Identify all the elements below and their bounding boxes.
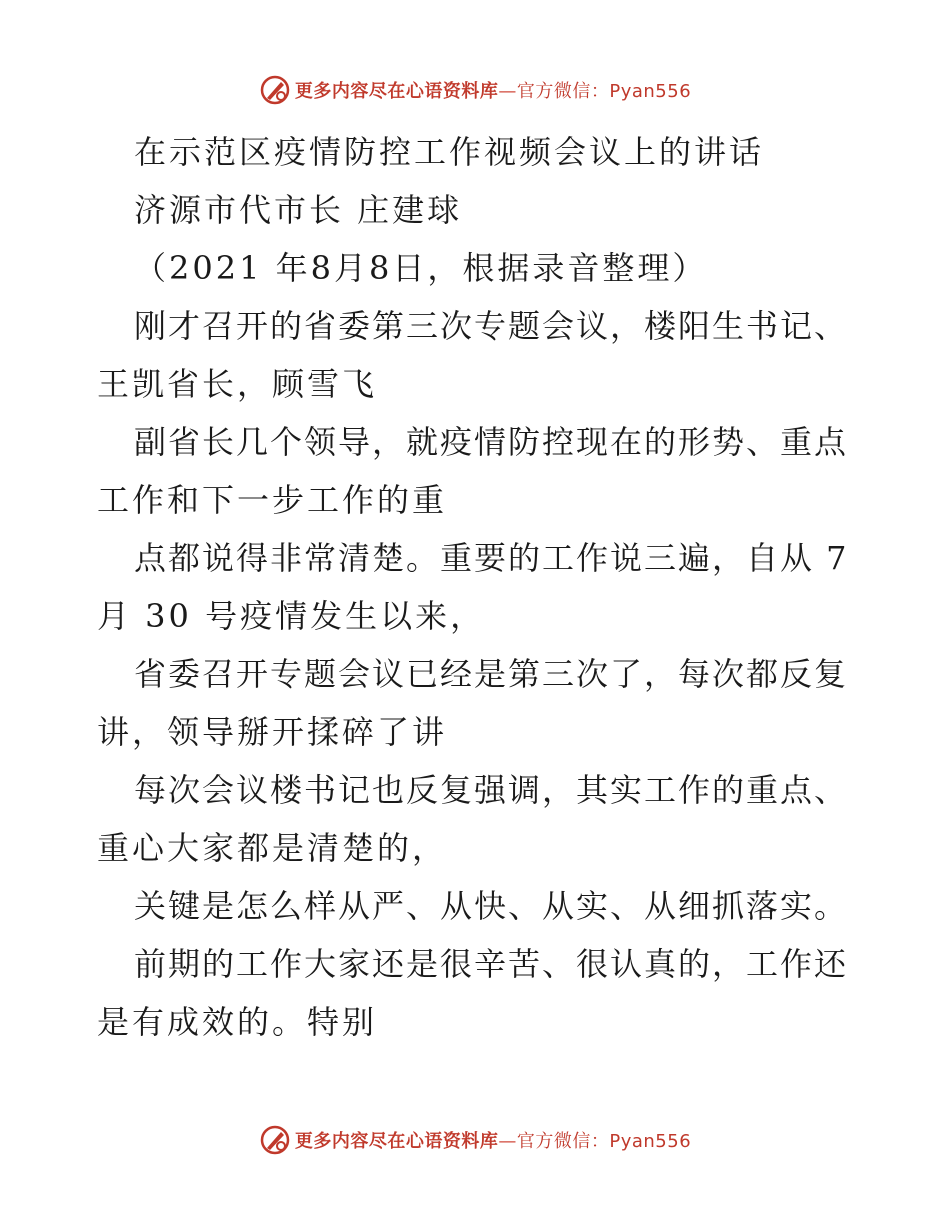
paragraph-line: 讲，领导掰开揉碎了讲 — [97, 713, 448, 751]
paragraph-line: 重心大家都是清楚的， — [97, 829, 448, 867]
paragraph-line: 是有成效的。特别 — [97, 1003, 378, 1041]
banner-dash: — — [498, 1131, 517, 1152]
banner-wechat-id: Pyan556 — [609, 81, 692, 102]
footer-banner — [0, 1120, 950, 1160]
paragraph-line: 关键是怎么样从严、从快、从实、从细抓落实。 — [134, 887, 849, 925]
document-date-note: （2021 年8月8日，根据录音整理） — [134, 249, 708, 287]
paragraph-line: 每次会议楼书记也反复强调，其实工作的重点、 — [134, 771, 849, 809]
paragraph-line: 副省长几个领导，就疫情防控现在的形势、重点 — [134, 423, 849, 461]
paragraph-line: 刚才召开的省委第三次专题会议，楼阳生书记、 — [134, 307, 849, 345]
banner-official-label: 官方微信： — [516, 1131, 610, 1152]
quill-pen-seal-icon — [259, 1124, 291, 1156]
paragraph-line: 点都说得非常清楚。重要的工作说三遍，自从 7 — [134, 539, 849, 577]
banner-wechat-id: Pyan556 — [609, 1131, 692, 1152]
quill-pen-seal-icon — [259, 74, 291, 106]
paragraph-line: 月 30 号疫情发生以来， — [97, 597, 486, 635]
paragraph-line: 省委召开专题会议已经是第三次了，每次都反复 — [134, 655, 849, 693]
document-speaker: 济源市代市长 庄建球 — [134, 191, 463, 229]
paragraph-line: 工作和下一步工作的重 — [97, 481, 448, 519]
document-title: 在示范区疫情防控工作视频会议上的讲话 — [134, 133, 765, 171]
banner-brand: 更多内容尽在心语资料库 — [294, 1131, 499, 1152]
header-banner — [0, 70, 950, 110]
banner-dash: — — [498, 81, 517, 102]
paragraph-line: 王凯省长，顾雪飞 — [97, 365, 378, 403]
banner-text — [295, 77, 691, 103]
banner-text — [295, 1127, 691, 1153]
banner-brand: 更多内容尽在心语资料库 — [294, 81, 499, 102]
paragraph-line: 前期的工作大家还是很辛苦、很认真的，工作还 — [134, 945, 849, 983]
document-body — [97, 123, 853, 1051]
banner-official-label: 官方微信： — [516, 81, 610, 102]
